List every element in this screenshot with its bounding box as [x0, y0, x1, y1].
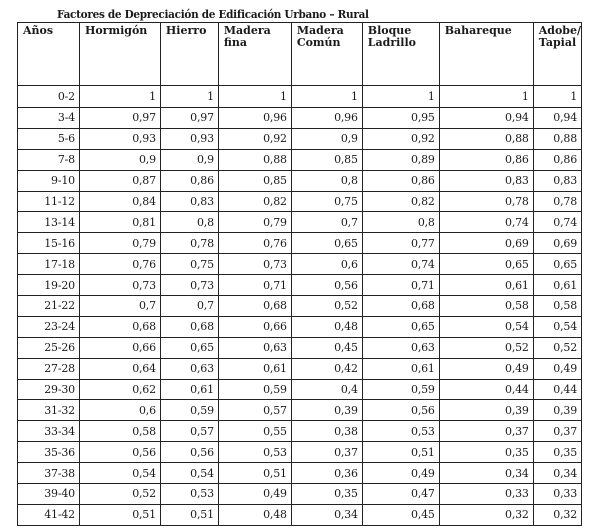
cell-madera-comun: 0,38: [291, 421, 362, 442]
cell-hierro: 0,57: [160, 421, 218, 442]
cell-bloque-ladrillo: 0,51: [362, 442, 439, 463]
cell-madera-comun: 0,7: [291, 212, 362, 233]
cell-bloque-ladrillo: 0,45: [362, 504, 439, 525]
table-row: [18, 358, 582, 379]
cell-madera-fina: 0,61: [218, 358, 291, 379]
cell-hierro: 0,53: [160, 484, 218, 505]
cell-hierro: 0,93: [160, 128, 218, 149]
cell-madera-fina: 0,85: [218, 170, 291, 191]
cell-anos: 41-42: [18, 504, 80, 525]
cell-bahareque: 1: [439, 86, 533, 108]
table-title: Factores de Depreciación de Edificación Urbano – Rural: [57, 8, 369, 21]
cell-hierro: 0,51: [160, 504, 218, 525]
cell-anos: 27-28: [18, 358, 80, 379]
cell-hierro: 0,7: [160, 296, 218, 317]
cell-madera-fina: 0,79: [218, 212, 291, 233]
cell-bahareque: 0,65: [439, 254, 533, 275]
header-bahareque: Bahareque: [439, 23, 533, 86]
header-madera-comun: Madera Común: [291, 23, 362, 86]
header-anos: Años: [18, 23, 80, 86]
cell-anos: 31-32: [18, 400, 80, 421]
cell-madera-fina: 0,68: [218, 296, 291, 317]
table-row: [18, 400, 582, 421]
cell-bahareque: 0,83: [439, 170, 533, 191]
cell-hierro: 0,61: [160, 379, 218, 400]
table-row: [18, 128, 582, 149]
cell-bloque-ladrillo: 0,59: [362, 379, 439, 400]
cell-adobe-tapial: 0,83: [533, 170, 581, 191]
cell-bloque-ladrillo: 0,89: [362, 149, 439, 170]
cell-madera-fina: 0,71: [218, 275, 291, 296]
cell-bahareque: 0,78: [439, 191, 533, 212]
cell-bloque-ladrillo: 1: [362, 86, 439, 108]
cell-madera-comun: 0,85: [291, 149, 362, 170]
cell-anos: 11-12: [18, 191, 80, 212]
cell-bloque-ladrillo: 0,47: [362, 484, 439, 505]
table-row: [18, 149, 582, 170]
cell-madera-comun: 0,96: [291, 108, 362, 129]
cell-hormigon: 0,51: [79, 504, 160, 525]
cell-hormigon: 0,62: [79, 379, 160, 400]
cell-hormigon: 0,52: [79, 484, 160, 505]
cell-anos: 0-2: [18, 86, 80, 108]
cell-madera-fina: 0,76: [218, 233, 291, 254]
cell-bahareque: 0,37: [439, 421, 533, 442]
table-row: [18, 421, 582, 442]
cell-madera-fina: 0,59: [218, 379, 291, 400]
table-row: [18, 442, 582, 463]
cell-anos: 33-34: [18, 421, 80, 442]
cell-hierro: 0,9: [160, 149, 218, 170]
cell-bloque-ladrillo: 0,86: [362, 170, 439, 191]
cell-anos: 17-18: [18, 254, 80, 275]
cell-hierro: 0,86: [160, 170, 218, 191]
cell-hormigon: 0,81: [79, 212, 160, 233]
cell-adobe-tapial: 0,32: [533, 504, 581, 525]
cell-hormigon: 0,66: [79, 337, 160, 358]
cell-hierro: 0,54: [160, 463, 218, 484]
cell-adobe-tapial: 0,39: [533, 400, 581, 421]
cell-bloque-ladrillo: 0,68: [362, 296, 439, 317]
cell-hormigon: 1: [79, 86, 160, 108]
cell-madera-fina: 0,49: [218, 484, 291, 505]
cell-hierro: 0,59: [160, 400, 218, 421]
cell-adobe-tapial: 0,44: [533, 379, 581, 400]
cell-hierro: 0,68: [160, 316, 218, 337]
cell-anos: 13-14: [18, 212, 80, 233]
cell-bloque-ladrillo: 0,95: [362, 108, 439, 129]
cell-bahareque: 0,58: [439, 296, 533, 317]
cell-bahareque: 0,69: [439, 233, 533, 254]
depreciation-table: [17, 22, 582, 526]
cell-bahareque: 0,86: [439, 149, 533, 170]
cell-adobe-tapial: 1: [533, 86, 581, 108]
cell-madera-fina: 1: [218, 86, 291, 108]
header-row: [18, 23, 582, 86]
cell-bahareque: 0,54: [439, 316, 533, 337]
table-row: [18, 463, 582, 484]
table-row: [18, 108, 582, 129]
cell-madera-fina: 0,66: [218, 316, 291, 337]
cell-hormigon: 0,76: [79, 254, 160, 275]
cell-anos: 21-22: [18, 296, 80, 317]
cell-bloque-ladrillo: 0,71: [362, 275, 439, 296]
cell-anos: 35-36: [18, 442, 80, 463]
cell-hormigon: 0,54: [79, 463, 160, 484]
cell-adobe-tapial: 0,94: [533, 108, 581, 129]
table-row: [18, 254, 582, 275]
header-bloque-ladrillo: Bloque Ladrillo: [362, 23, 439, 86]
cell-anos: 37-38: [18, 463, 80, 484]
cell-madera-comun: 0,56: [291, 275, 362, 296]
cell-bahareque: 0,74: [439, 212, 533, 233]
cell-madera-comun: 0,6: [291, 254, 362, 275]
cell-bloque-ladrillo: 0,8: [362, 212, 439, 233]
cell-adobe-tapial: 0,37: [533, 421, 581, 442]
cell-madera-fina: 0,82: [218, 191, 291, 212]
table-row: [18, 296, 582, 317]
header-madera-fina: Madera fina: [218, 23, 291, 86]
cell-adobe-tapial: 0,33: [533, 484, 581, 505]
cell-bahareque: 0,49: [439, 358, 533, 379]
cell-madera-comun: 0,35: [291, 484, 362, 505]
cell-hormigon: 0,64: [79, 358, 160, 379]
header-hierro: Hierro: [160, 23, 218, 86]
cell-madera-comun: 0,75: [291, 191, 362, 212]
cell-hierro: 0,8: [160, 212, 218, 233]
cell-anos: 23-24: [18, 316, 80, 337]
cell-bahareque: 0,39: [439, 400, 533, 421]
cell-hormigon: 0,97: [79, 108, 160, 129]
cell-anos: 15-16: [18, 233, 80, 254]
cell-adobe-tapial: 0,69: [533, 233, 581, 254]
cell-anos: 25-26: [18, 337, 80, 358]
cell-madera-comun: 0,37: [291, 442, 362, 463]
cell-hierro: 0,63: [160, 358, 218, 379]
table-row: [18, 86, 582, 108]
cell-madera-fina: 0,51: [218, 463, 291, 484]
cell-adobe-tapial: 0,65: [533, 254, 581, 275]
cell-bloque-ladrillo: 0,56: [362, 400, 439, 421]
cell-bloque-ladrillo: 0,63: [362, 337, 439, 358]
cell-anos: 7-8: [18, 149, 80, 170]
cell-madera-comun: 0,36: [291, 463, 362, 484]
cell-madera-comun: 0,34: [291, 504, 362, 525]
cell-bahareque: 0,33: [439, 484, 533, 505]
cell-bahareque: 0,88: [439, 128, 533, 149]
cell-bloque-ladrillo: 0,77: [362, 233, 439, 254]
cell-anos: 9-10: [18, 170, 80, 191]
cell-madera-fina: 0,53: [218, 442, 291, 463]
table-row: [18, 191, 582, 212]
cell-madera-comun: 0,39: [291, 400, 362, 421]
cell-anos: 5-6: [18, 128, 80, 149]
table-body: [18, 86, 582, 526]
cell-bahareque: 0,35: [439, 442, 533, 463]
cell-madera-fina: 0,73: [218, 254, 291, 275]
cell-hormigon: 0,87: [79, 170, 160, 191]
cell-hormigon: 0,9: [79, 149, 160, 170]
cell-hierro: 0,73: [160, 275, 218, 296]
cell-hormigon: 0,7: [79, 296, 160, 317]
cell-bloque-ladrillo: 0,82: [362, 191, 439, 212]
cell-anos: 3-4: [18, 108, 80, 129]
cell-adobe-tapial: 0,74: [533, 212, 581, 233]
cell-madera-fina: 0,92: [218, 128, 291, 149]
cell-madera-comun: 0,42: [291, 358, 362, 379]
cell-bahareque: 0,61: [439, 275, 533, 296]
table-row: [18, 504, 582, 525]
cell-adobe-tapial: 0,52: [533, 337, 581, 358]
cell-bloque-ladrillo: 0,61: [362, 358, 439, 379]
table-row: [18, 233, 582, 254]
cell-hormigon: 0,73: [79, 275, 160, 296]
cell-hierro: 0,56: [160, 442, 218, 463]
table-row: [18, 275, 582, 296]
cell-hormigon: 0,58: [79, 421, 160, 442]
cell-adobe-tapial: 0,49: [533, 358, 581, 379]
cell-madera-comun: 0,48: [291, 316, 362, 337]
cell-madera-fina: 0,88: [218, 149, 291, 170]
cell-hormigon: 0,79: [79, 233, 160, 254]
cell-madera-comun: 1: [291, 86, 362, 108]
cell-madera-fina: 0,63: [218, 337, 291, 358]
cell-madera-comun: 0,45: [291, 337, 362, 358]
cell-madera-fina: 0,96: [218, 108, 291, 129]
cell-bahareque: 0,32: [439, 504, 533, 525]
cell-bloque-ladrillo: 0,53: [362, 421, 439, 442]
cell-bloque-ladrillo: 0,74: [362, 254, 439, 275]
cell-bahareque: 0,94: [439, 108, 533, 129]
cell-anos: 19-20: [18, 275, 80, 296]
cell-madera-fina: 0,48: [218, 504, 291, 525]
cell-bloque-ladrillo: 0,49: [362, 463, 439, 484]
cell-adobe-tapial: 0,34: [533, 463, 581, 484]
cell-hormigon: 0,6: [79, 400, 160, 421]
cell-anos: 29-30: [18, 379, 80, 400]
cell-hierro: 0,78: [160, 233, 218, 254]
cell-adobe-tapial: 0,86: [533, 149, 581, 170]
header-adobe-tapial: Adobe/ Tapial: [533, 23, 581, 86]
cell-adobe-tapial: 0,78: [533, 191, 581, 212]
cell-adobe-tapial: 0,35: [533, 442, 581, 463]
cell-bloque-ladrillo: 0,65: [362, 316, 439, 337]
cell-madera-comun: 0,9: [291, 128, 362, 149]
cell-hierro: 0,83: [160, 191, 218, 212]
cell-adobe-tapial: 0,54: [533, 316, 581, 337]
table-row: [18, 379, 582, 400]
table-row: [18, 316, 582, 337]
table-row: [18, 484, 582, 505]
cell-hierro: 0,65: [160, 337, 218, 358]
cell-hormigon: 0,68: [79, 316, 160, 337]
cell-madera-comun: 0,8: [291, 170, 362, 191]
cell-hormigon: 0,84: [79, 191, 160, 212]
cell-madera-fina: 0,57: [218, 400, 291, 421]
cell-bahareque: 0,44: [439, 379, 533, 400]
table-row: [18, 170, 582, 191]
table-row: [18, 212, 582, 233]
cell-adobe-tapial: 0,58: [533, 296, 581, 317]
cell-adobe-tapial: 0,88: [533, 128, 581, 149]
cell-hierro: 0,75: [160, 254, 218, 275]
cell-bahareque: 0,52: [439, 337, 533, 358]
cell-madera-comun: 0,52: [291, 296, 362, 317]
cell-hierro: 0,97: [160, 108, 218, 129]
table-row: [18, 337, 582, 358]
cell-hierro: 1: [160, 86, 218, 108]
cell-hormigon: 0,93: [79, 128, 160, 149]
header-hormigon: Hormigón: [79, 23, 160, 86]
cell-madera-comun: 0,4: [291, 379, 362, 400]
cell-bloque-ladrillo: 0,92: [362, 128, 439, 149]
cell-madera-fina: 0,55: [218, 421, 291, 442]
cell-bahareque: 0,34: [439, 463, 533, 484]
cell-adobe-tapial: 0,61: [533, 275, 581, 296]
cell-madera-comun: 0,65: [291, 233, 362, 254]
cell-hormigon: 0,56: [79, 442, 160, 463]
cell-anos: 39-40: [18, 484, 80, 505]
